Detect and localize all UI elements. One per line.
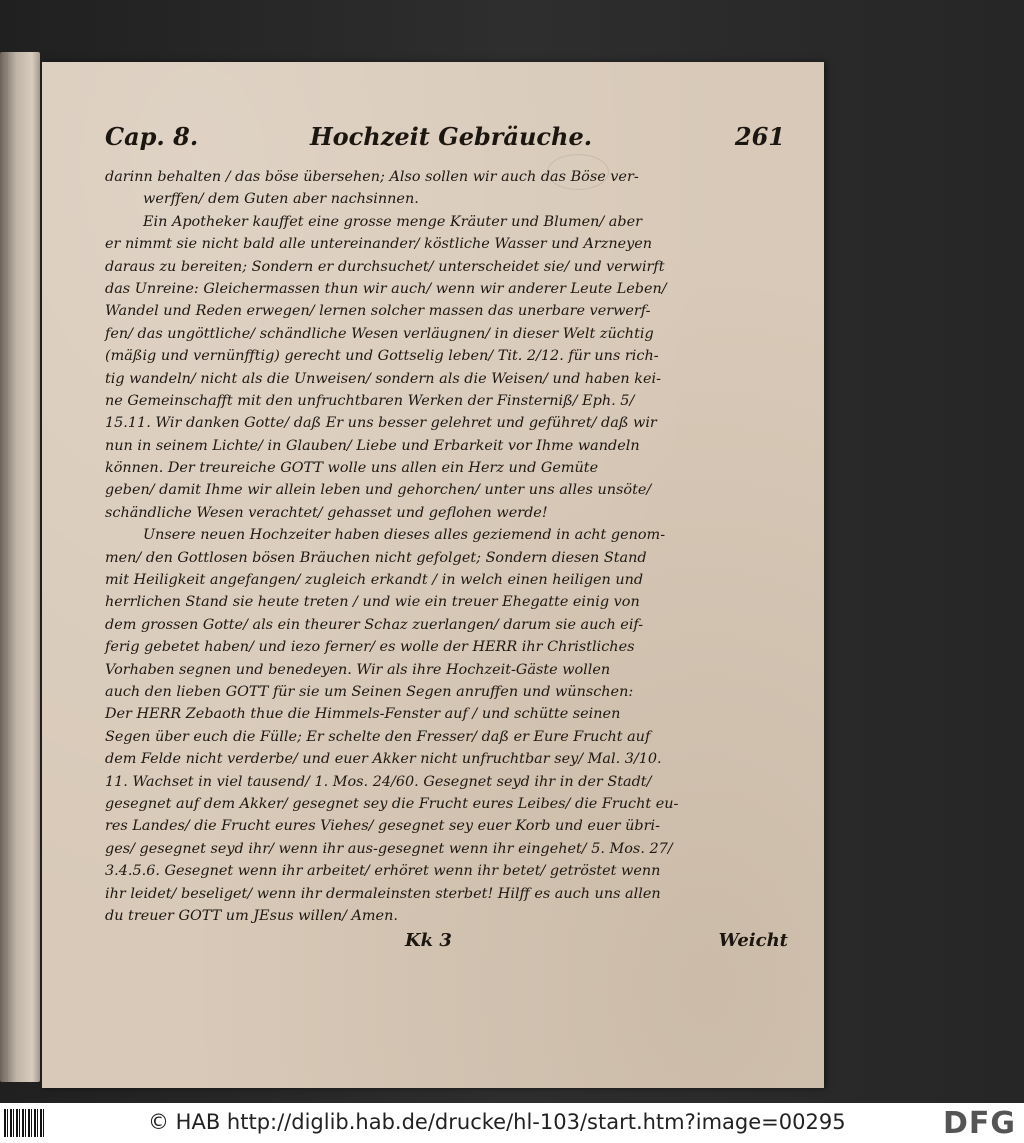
- text-line: res Landes/ die Frucht eures Viehes/ gesegnet sey euer Korb und euer übri-: [105, 818, 660, 835]
- text-line: 3.4.5.6. Gesegnet wenn ihr arbeitet/ erhöret wenn ihr betet/ getröstet wenn: [105, 863, 661, 880]
- text-line: schändliche Wesen verachtet/ gehasset und geflohen werde!: [105, 504, 548, 521]
- text-line: das Unreine: Gleichermassen thun wir auch/ wenn wir anderer Leute Leben/: [105, 280, 667, 297]
- text-line: men/ den Gottlosen bösen Bräuchen nicht gefolget; Sondern diesen Stand: [105, 549, 647, 566]
- text-line: herrlichen Stand sie heute treten / und wie ein treuer Ehegatte einig von: [105, 594, 640, 611]
- dfg-logo: DFG: [942, 1106, 1016, 1141]
- text-line: Der HERR Zebaoth thue die Himmels-Fenster auf / und schütte seinen: [105, 706, 621, 723]
- text-line: fen/ das ungöttliche/ schändliche Wesen verläugnen/ in dieser Welt züchtig: [105, 325, 654, 342]
- text-line: mit Heiligkeit angefangen/ zugleich erkandt / in welch einen heiligen und: [105, 572, 644, 589]
- body-text: [105, 166, 788, 927]
- text-line: Segen über euch die Fülle; Er schelte den Fresser/ daß er Eure Frucht auf: [105, 728, 651, 745]
- signature-mark: Kk 3: [405, 930, 452, 951]
- barcode-icon: [4, 1109, 46, 1137]
- text-line: dem grossen Gotte/ als ein theurer Schaz zuerlangen/ darum sie auch eif-: [105, 616, 644, 633]
- text-line: er nimmt sie nicht bald alle untereinander/ köstliche Wasser und Arzneyen: [105, 236, 653, 253]
- book-page: [42, 62, 824, 1088]
- text-line: ne Gemeinschafft mit den unfruchtbaren Werken der Finsterniß/ Eph. 5/: [105, 392, 635, 409]
- text-line: 15.11. Wir danken Gotte/ daß Er uns besser gelehret und geführet/ daß wir: [105, 415, 657, 432]
- text-line: auch den lieben GOTT für sie um Seinen Segen anruffen und wünschen:: [105, 683, 634, 700]
- page-number: 261: [734, 122, 785, 151]
- running-header: [105, 122, 785, 154]
- text-line: Wandel und Reden erwegen/ lernen solcher massen das unerbare verwerf-: [105, 303, 651, 320]
- text-line: darinn behalten / das böse übersehen; Also sollen wir auch das Böse ver-: [105, 169, 639, 185]
- text-line: ihr leidet/ beseliget/ wenn ihr dermaleinsten sterbet! Hilff es auch uns allen: [105, 885, 661, 902]
- text-line: werffen/ dem Guten aber nachsinnen.: [143, 191, 419, 208]
- text-line: (mäßig und vernünfftig) gerecht und Gottselig leben/ Tit. 2/12. für uns rich-: [105, 348, 659, 365]
- credit-link[interactable]: © HAB http://diglib.hab.de/drucke/hl-103/start.htm?image=00295: [148, 1110, 846, 1134]
- text-line: 11. Wachset in viel tausend/ 1. Mos. 24/60. Gesegnet seyd ihr in der Stadt/: [105, 773, 652, 790]
- catchword: Weicht: [718, 930, 788, 951]
- text-line: ferig gebetet haben/ und iezo ferner/ es wolle der HERR ihr Christliches: [105, 639, 635, 656]
- text-line: daraus zu bereiten; Sondern er durchsuchet/ unterscheidet sie/ und verwirft: [105, 258, 665, 275]
- page-footer: [105, 930, 788, 956]
- left-page-edge: [0, 52, 40, 1082]
- text-line: Vorhaben segnen und benedeyen. Wir als ihre Hochzeit-Gäste wollen: [105, 661, 611, 678]
- running-title: Hochzeit Gebräuche.: [310, 122, 593, 151]
- credit-bar: [0, 1103, 1024, 1143]
- text-line: du treuer GOTT um JEsus willen/ Amen.: [105, 907, 398, 924]
- text-line: Unsere neuen Hochzeiter haben dieses alles geziemend in acht genom-: [143, 527, 666, 544]
- chapter-label: Cap. 8.: [105, 122, 199, 151]
- text-line: gesegnet auf dem Akker/ gesegnet sey die Frucht eures Leibes/ die Frucht eu-: [105, 795, 679, 812]
- text-line: geben/ damit Ihme wir allein leben und gehorchen/ unter uns alles unsöte/: [105, 482, 652, 499]
- text-line: dem Felde nicht verderbe/ und euer Akker nicht unfruchtbar sey/ Mal. 3/10.: [105, 751, 662, 768]
- text-line: nun in seinem Lichte/ in Glauben/ Liebe und Erbarkeit vor Ihme wandeln: [105, 437, 640, 454]
- text-line: tig wandeln/ nicht als die Unweisen/ sondern als die Weisen/ und haben kei-: [105, 370, 661, 387]
- text-line: Ein Apotheker kauffet eine grosse menge Kräuter und Blumen/ aber: [143, 213, 642, 230]
- text-line: ges/ gesegnet seyd ihr/ wenn ihr aus-gesegnet wenn ihr eingehet/ 5. Mos. 27/: [105, 840, 673, 857]
- text-line: können. Der treureiche GOTT wolle uns allen ein Herz und Gemüte: [105, 460, 599, 477]
